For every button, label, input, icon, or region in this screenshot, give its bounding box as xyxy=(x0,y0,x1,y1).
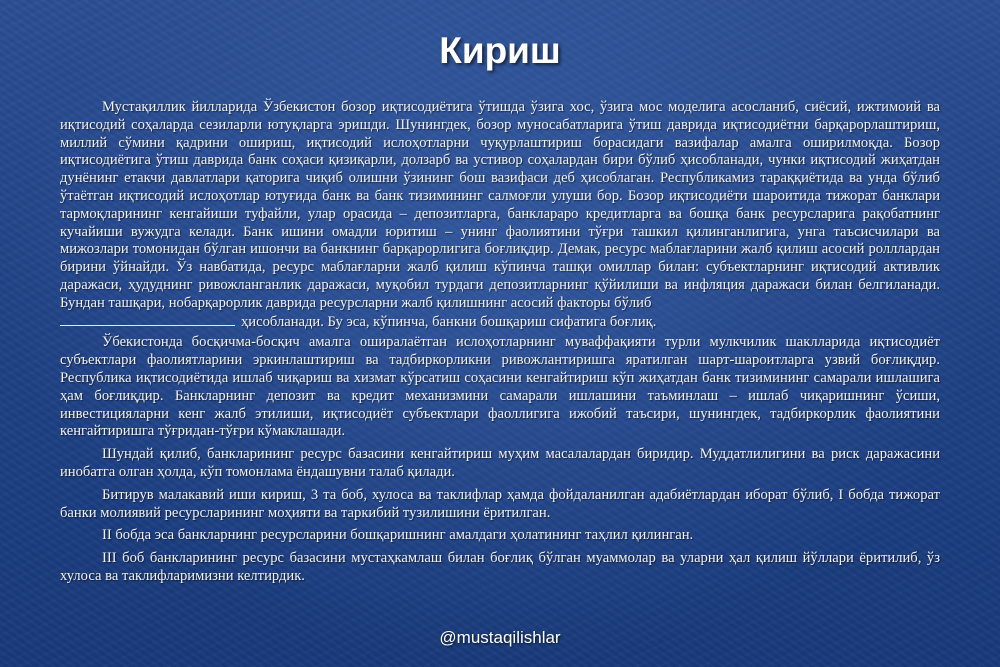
blank-line xyxy=(60,313,235,326)
slide-body xyxy=(60,99,940,591)
paragraph-1-end: ҳисобланади. Бу эса, кўпинча, банкни бошқариш сифатига боғлиқ. xyxy=(241,313,657,330)
paragraph-2: Ўбекистонда босқичма-босқич амалга оширалаётган ислоҳотларнинг муваффақияти турли мулкчилик шаклларида иқтисодиёт субъектлари фаолиятларини эркинлаштириш ва тадбиркорликни ривожлантиришга яратилган шарт-шароитларга узвий боғлиқдир. Республика иқтисодиётида ишлаб чиқариш ва хизмат кўрсатиш соҳасини кенгайтириш кўп жиҳатдан банк тизимининг самарали ишлашига ҳам боғлиқдир. Банкларнинг депозит ва кредит механизмини самарали ишлашини таъминлаш – ишлаб чиқаришнинг ўсиши, инвестицияларни кенг жалб этилиши, иқтисодиёт субъектлари фаоллигига ижобий таъсири, шунингдек, тадбиркорлик фаолиятини кенгайтиришга тўғридан-тўғри кўмаклашади. xyxy=(60,334,940,440)
slide-title: Кириш xyxy=(439,30,561,71)
footer-handle: @mustaqilishlar xyxy=(439,628,561,647)
paragraph-1: Мустақиллик йилларида Ўзбекистон бозор иқтисодиётига ўтишда ўзига хос, ўзига мос моделига асосланиб, сиёсий, ижтимоий ва иқтисодий соҳаларда сезиларли ютуқларга эришди. Шунингдек, бозор муносабатларига ўтиш даврида иқтисодиётни барқарорлаштириш, миллий сўмини қадрини ошириш, иқтисодий ислоҳотларни чуқурлаштириш борасидаги вазифалар амалга оширилмоқда. Бозор иқтисодиётига ўтиш даврида банк соҳаси қизиқарли, долзарб ва устивор соҳалардан бири бўлиб ҳисобланади, чунки иқтисодий жиҳатдан дунёнинг етакчи давлатлари қаторига чиқиб олишни ўзининг бош вазифаси деб ҳисоблаган. Республикамиз тараққиётида ва унда бўлиб ўтаётган иқтисодий ислоҳотлар ютуғида банк ва банк тизимининг салмоғли улуши бор. Бозор иқтисодиёти шароитида тижорат банклари тармоқларининг кенгайиши туфайли, улар орасида – депозитларга, банклараро кредитларга ва бошқа банк ресурсларига рақобатнинг кучайиши вужудга келади. Банк ишини омадли юритиш – унинг фаолиятини тўғри ташкил қилинганлигига, унга таъсисчилари ва мижозлари томонидан бўлган ишончи ва банкнинг барқарорлигига боғлиқдир. Демак, ресурс маблағларини жалб қилиш асосий ролллардан бирини ўйнайди. Ўз навбатида, ресурс маблағларни жалб қилиш кўпинча ташқи омиллар билан: субъектларнинг иқтисодий активлик даражаси, ҳудуднинг ривожланганлик даражаси, муқобил турдаги депозитларнинг қўйилиши ва инфляция даражаси билан белгиланади. Бундан ташқари, нобарқарорлик даврида ресурсларни жалб қилишнинг асосий факторы бўлиб xyxy=(60,99,940,311)
paragraph-1-continuation xyxy=(60,313,940,332)
paragraph-3: Шундай қилиб, банкларининг ресурс базасини кенгайтириш муҳим масалалардан биридир. Муддатлилигини ва риск даражасини инобатга олган ҳолда, кўп томонлама ёндашувни талаб қилади. xyxy=(60,446,940,480)
paragraph-6: III боб банкларининг ресурс базасини мустаҳкамлаш билан боғлиқ бўлган муаммолар ва уларни ҳал қилиш йўллари ёритилиб, ўз хулоса ва таклифларимизни келтирдик. xyxy=(60,550,940,584)
paragraph-4: Битирув малакавий иши кириш, 3 та боб, хулоса ва таклифлар ҳамда фойдаланилган адабиётлардан иборат бўлиб, I бобда тижорат банки молиявий ресурсларининг моҳияти ва таркибий тузилишини ёритилган. xyxy=(60,486,940,521)
paragraph-5: II бобда эса банкларнинг ресурсларини бошқаришнинг амалдаги ҳолатининг таҳлил қилинган. xyxy=(102,527,694,544)
